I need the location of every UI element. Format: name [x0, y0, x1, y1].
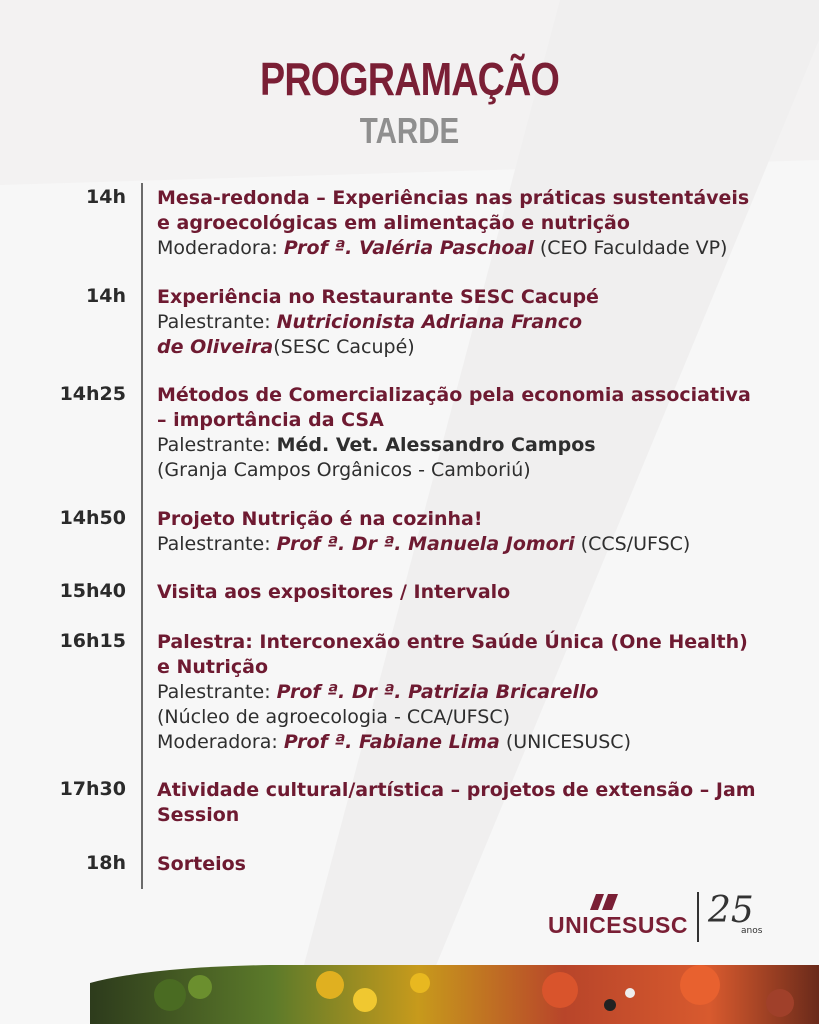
logo-years: 25 [708, 890, 754, 931]
entry-detail: (Granja Campos Orgânicos - Camboriú) [157, 459, 531, 481]
entry-time: 15h40 [59, 580, 126, 602]
entry-role: Palestrante: [157, 434, 277, 456]
entry-title: Experiência no Restaurante SESC Cacupé [157, 286, 599, 308]
logo-years-label: anos [741, 926, 763, 936]
entry-affiliation: (CCS/UFSC) [574, 533, 691, 555]
entry-detail [157, 532, 797, 557]
entry-time: 17h30 [59, 778, 126, 800]
entry-role: Palestrante: [157, 311, 277, 333]
unicesusc-mark-icon [590, 894, 618, 910]
logo-divider [697, 892, 699, 942]
entry-title: Projeto Nutrição é na cozinha! [157, 508, 483, 530]
entry-detail [157, 680, 797, 705]
entry-affiliation: (CEO Faculdade VP) [533, 237, 728, 259]
entry-title: Mesa-redonda – Experiências nas práticas sustentáveis [157, 187, 750, 209]
entry-content [157, 630, 797, 755]
entry-content [157, 186, 797, 261]
entry-detail [157, 433, 797, 458]
entry-detail: (Núcleo de agroecologia - CCA/UFSC) [157, 706, 511, 728]
entry-content [157, 507, 797, 557]
unicesusc-logo [548, 890, 778, 950]
page-title: PROGRAMAÇÃO [259, 53, 560, 105]
entry-content [157, 580, 797, 605]
entry-time: 14h25 [59, 383, 126, 405]
entry-title: Métodos de Comercialização pela economia associativa [157, 384, 751, 406]
entry-person: Nutricionista Adriana Franco [276, 311, 583, 333]
entry-detail [157, 310, 797, 335]
logo-name: UNICESUSC [548, 912, 688, 938]
timeline-divider [141, 183, 143, 889]
entry-title: Palestra: Interconexão entre Saúde Única (One Health) [157, 631, 748, 653]
entry-person: Prof ª. Dr ª. Patrizia Bricarello [276, 681, 599, 703]
entry-affiliation: (UNICESUSC) [499, 731, 631, 753]
entry-content [157, 285, 797, 360]
entry-title: Visita aos expositores / Intervalo [157, 581, 511, 603]
entry-role: Palestrante: [157, 681, 277, 703]
entry-role: Palestrante: [157, 533, 277, 555]
entry-time: 14h50 [59, 507, 126, 529]
entry-role: Moderadora: [157, 237, 284, 259]
entry-title: e agroecológicas em alimentação e nutrição [157, 212, 630, 234]
entry-time: 14h [86, 186, 126, 208]
entry-title: Sorteios [157, 853, 246, 875]
entry-time: 16h15 [59, 630, 126, 652]
entry-time: 14h [86, 285, 126, 307]
page-subtitle: TARDE [359, 110, 460, 151]
entry-person: Méd. Vet. Alessandro Campos [276, 434, 596, 456]
entry-person: Prof ª. Fabiane Lima [283, 731, 500, 753]
entry-person: Prof ª. Valéria Paschoal [283, 237, 534, 259]
entry-role: Moderadora: [157, 731, 284, 753]
entry-title: Atividade cultural/artística – projetos de extensão – Jam [157, 779, 756, 801]
food-photo [90, 965, 819, 1024]
entry-person: Prof ª. Dr ª. Manuela Jomori [276, 533, 575, 555]
entry-title: e Nutrição [157, 656, 269, 678]
entry-detail [157, 730, 797, 755]
entry-person: de Oliveira [157, 336, 274, 358]
entry-content [157, 852, 797, 877]
entry-title: Session [157, 804, 240, 826]
entry-detail [157, 335, 797, 360]
entry-affiliation: (SESC Cacupé) [273, 336, 415, 358]
entry-content [157, 383, 797, 483]
entry-content [157, 778, 797, 828]
entry-time: 18h [86, 852, 126, 874]
entry-title: – importância da CSA [157, 409, 384, 431]
entry-detail [157, 236, 797, 261]
